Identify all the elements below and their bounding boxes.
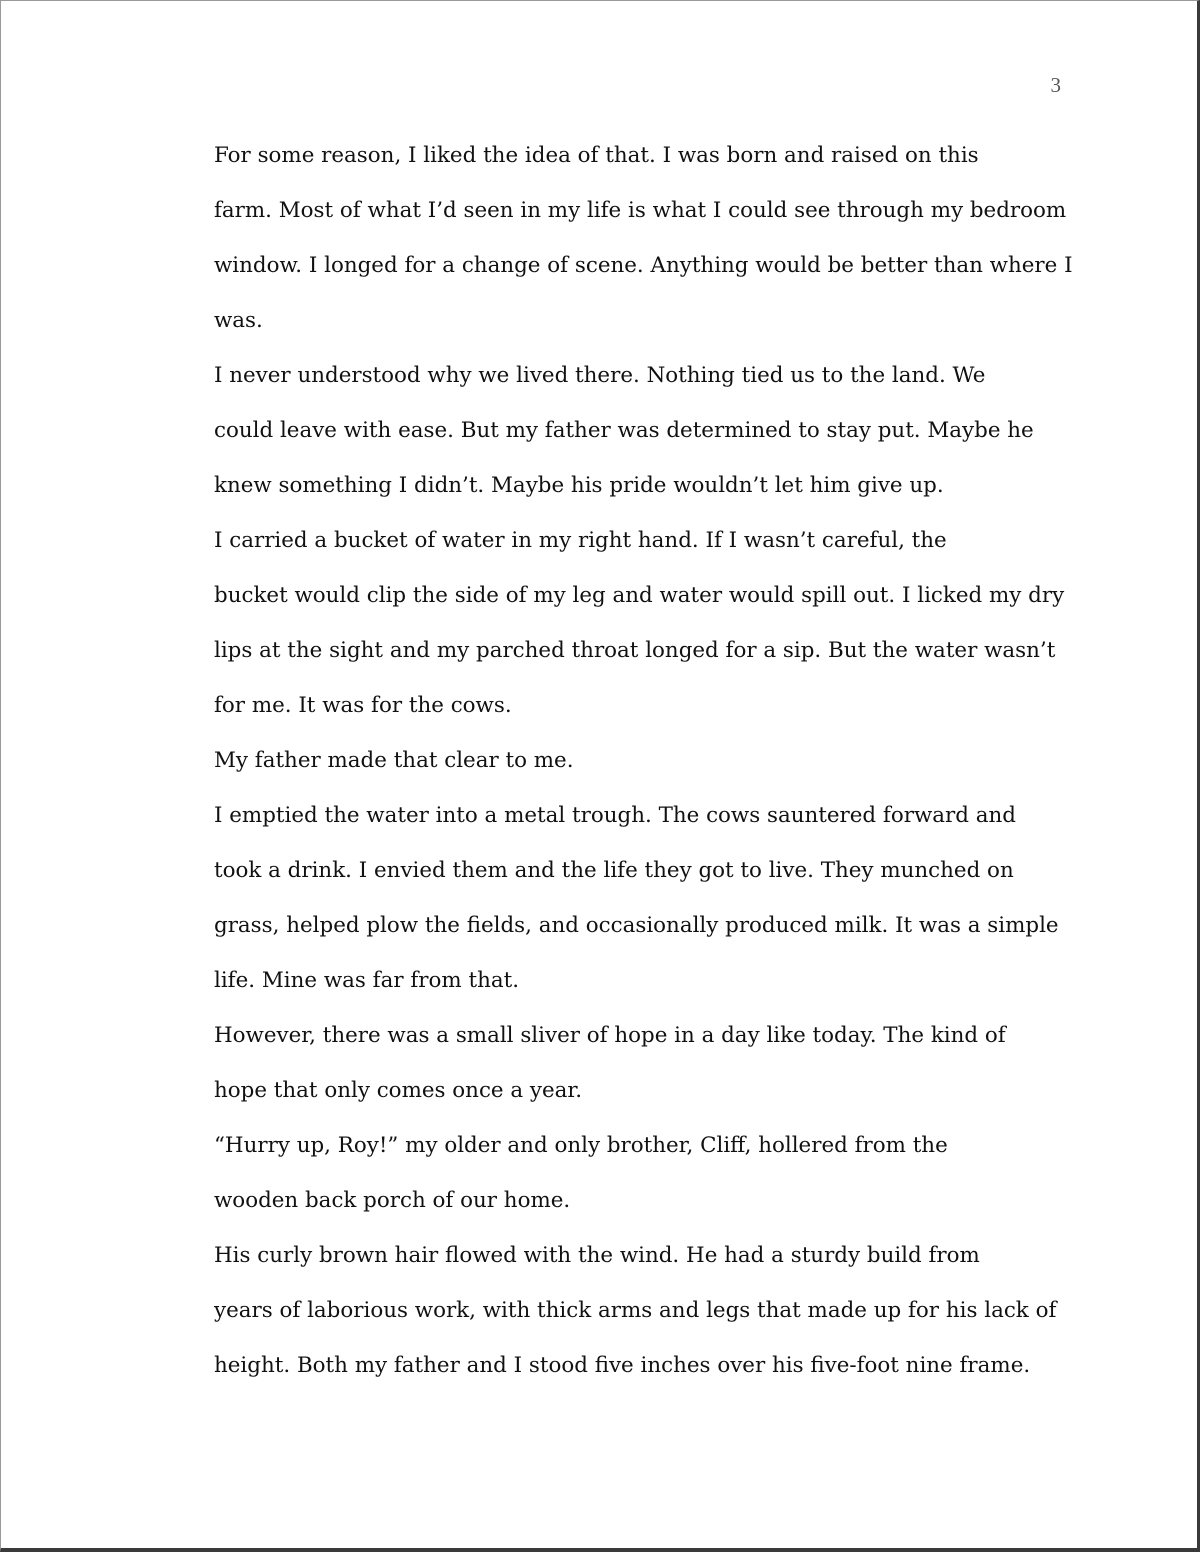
text-line: farm. Most of what I’d seen in my life is what I could see through my bedroom: [214, 198, 1067, 223]
paragraph: [144, 1008, 1064, 1118]
text-line: His curly brown hair flowed with the wind. He had a sturdy build from: [214, 1243, 980, 1268]
text-line: My father made that clear to me.: [214, 748, 574, 773]
text-line: could leave with ease. But my father was determined to stay put. Maybe he: [214, 418, 1034, 443]
paragraph: [144, 788, 1064, 1008]
text-line: years of laborious work, with thick arms and legs that made up for his lack of: [214, 1298, 1057, 1323]
text-line: I never understood why we lived there. Nothing tied us to the land. We: [214, 363, 986, 388]
text-line: bucket would clip the side of my leg and water would spill out. I licked my dry: [214, 583, 1065, 608]
text-line: I emptied the water into a metal trough. The cows sauntered forward and: [214, 803, 1016, 828]
text-line: grass, helped plow the fields, and occasionally produced milk. It was a simple: [214, 913, 1059, 938]
text-line: For some reason, I liked the idea of that. I was born and raised on this: [214, 143, 979, 168]
text-line: However, there was a small sliver of hope in a day like today. The kind of: [214, 1023, 1006, 1048]
text-line: knew something I didn’t. Maybe his pride wouldn’t let him give up.: [214, 473, 944, 498]
paragraph: [144, 128, 1073, 348]
text-line: “Hurry up, Roy!” my older and only brother, Cliff, hollered from the: [214, 1133, 948, 1158]
text-line: lips at the sight and my parched throat longed for a sip. But the water wasn’t: [214, 638, 1056, 663]
text-line: window. I longed for a change of scene. Anything would be better than where I: [214, 253, 1073, 278]
paragraph: [144, 1118, 1064, 1228]
paragraph: [144, 513, 1064, 733]
paragraph: [144, 733, 1064, 788]
text-line: wooden back porch of our home.: [214, 1188, 571, 1213]
text-line: I carried a bucket of water in my right hand. If I wasn’t careful, the: [214, 528, 947, 553]
page-number: 3: [1050, 73, 1061, 97]
text-line: hope that only comes once a year.: [214, 1078, 583, 1103]
text-line: took a drink. I envied them and the life they got to live. They munched on: [214, 858, 1014, 883]
paragraph: [144, 348, 1064, 513]
paragraph: [144, 1228, 1064, 1393]
text-line: life. Mine was far from that.: [214, 968, 519, 993]
text-line: was.: [214, 308, 263, 333]
text-line: for me. It was for the cows.: [214, 693, 512, 718]
body-text: [144, 128, 1073, 1393]
text-line: height. Both my father and I stood five inches over his five-foot nine frame.: [214, 1353, 1031, 1378]
